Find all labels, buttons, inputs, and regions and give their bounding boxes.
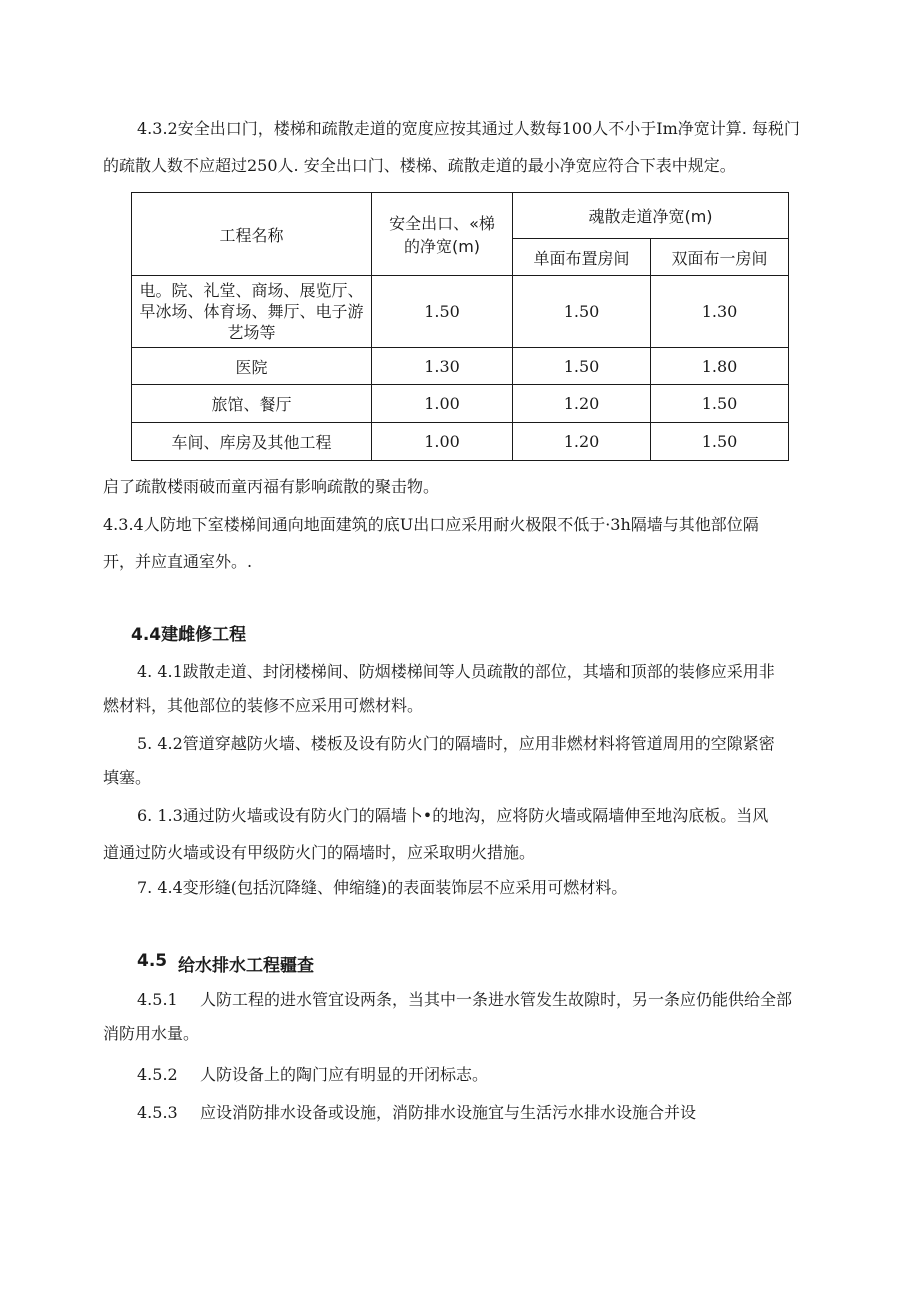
section-45-heading: 给水排水工程疆查 <box>178 956 314 976</box>
paragraph-432-line2: 的疏散人数不应超过250人. 安全出口门、楼梯、疏散走道的最小净宽应符合下表中规定。 <box>103 156 736 175</box>
paragraph-442-line1: 5. 4.2管道穿越防火墙、楼板及设有防火门的隔墙时，应用非燃材料将管道周用的空隙紧密 <box>137 734 775 753</box>
paragraph-452-text: 人防设备上的陶门应有明显的开闭标志。 <box>200 1065 489 1084</box>
header-project-name: 工程名称 <box>132 193 372 276</box>
row-exit-width: 1.50 <box>372 276 513 348</box>
row-name-line3: 艺场等 <box>227 323 276 342</box>
paragraph-432-line1: 4.3.2安全出口门，楼梯和疏散走道的宽度应按其通过人数每100人不小于Im净宽计算. 每税门 <box>137 119 800 138</box>
row-exit-width: 1.30 <box>372 348 513 385</box>
table-row <box>132 385 789 423</box>
note-line: 启了疏散楼雨破而童丙福有影响疏散的聚击物。 <box>103 477 440 496</box>
table-row <box>132 276 789 348</box>
paragraph-451-number: 4.5.1 <box>137 990 178 1009</box>
section-45-heading-number: 4.5 <box>137 951 168 971</box>
row-double-width: 1.50 <box>651 423 789 461</box>
row-single-width: 1.20 <box>513 385 651 423</box>
row-name: 医院 <box>132 348 372 385</box>
row-exit-width: 1.00 <box>372 423 513 461</box>
paragraph-451-line2: 消防用水量。 <box>103 1024 200 1043</box>
row-name: 车间、库房及其他工程 <box>132 423 372 461</box>
row-name <box>132 276 372 348</box>
row-name: 旅馆、餐厅 <box>132 385 372 423</box>
paragraph-442-line2: 填塞。 <box>103 768 152 787</box>
row-single-width: 1.50 <box>513 348 651 385</box>
paragraph-452-number: 4.5.2 <box>137 1065 178 1084</box>
header-single-side: 单面布置房间 <box>513 239 651 276</box>
header-corridor-group: 魂散走道净宽(m) <box>513 193 789 239</box>
paragraph-453-number: 4.5.3 <box>137 1103 178 1122</box>
header-double-side: 双面布一房间 <box>651 239 789 276</box>
paragraph-451-line1: 人防工程的进水管宜设两条，当其中一条进水管发生故隙时，另一条应仍能供给全部 <box>200 990 793 1009</box>
paragraph-441-line1: 4. 4.1跋散走道、封闭楼梯间、防烟楼梯间等人员疏散的部位，其墙和顶部的装修应采用非 <box>137 662 775 681</box>
table-row <box>132 423 789 461</box>
table-row <box>132 348 789 385</box>
paragraph-453-text: 应设消防排水设备或设施，消防排水设施宜与生活污水排水设施合并设 <box>200 1103 697 1122</box>
row-exit-width: 1.00 <box>372 385 513 423</box>
row-name-line2: 早冰场、体育场、舞厅、电子游 <box>139 302 364 321</box>
row-double-width: 1.50 <box>651 385 789 423</box>
row-single-width: 1.50 <box>513 276 651 348</box>
paragraph-444-line1: 7. 4.4变形缝(包括沉降缝、伸缩缝)的表面装饰层不应采用可燃材料。 <box>137 878 628 897</box>
row-single-width: 1.20 <box>513 423 651 461</box>
paragraph-434-line1: 4.3.4人防地下室楼梯间通向地面建筑的底U出口应采用耐火极限不低于·3h隔墙与其他部位隔 <box>103 515 759 534</box>
width-table <box>131 192 789 461</box>
header-exit-width <box>372 193 513 276</box>
row-name-line1: 电。院、礼堂、商场、展览厅、 <box>139 281 364 300</box>
header-exit-width-line2: 的净宽(m) <box>403 237 481 256</box>
paragraph-441-line2: 燃材料，其他部位的装修不应采用可燃材料。 <box>103 696 424 715</box>
row-double-width: 1.30 <box>651 276 789 348</box>
paragraph-443-line1: 6. 1.3通过防火墙或设有防火门的隔墙卜•的地沟，应将防火墙或隔墙伸至地沟底板。当风 <box>137 806 769 825</box>
paragraph-443-line2: 道通过防火墙或设有甲级防火门的隔墙时，应采取明火措施。 <box>103 843 536 862</box>
section-44-heading: 4.4建雌修工程 <box>131 625 247 645</box>
header-exit-width-line1: 安全出口、«梯 <box>389 214 495 233</box>
row-double-width: 1.80 <box>651 348 789 385</box>
paragraph-434-line2: 开，并应直通室外。. <box>103 552 253 571</box>
